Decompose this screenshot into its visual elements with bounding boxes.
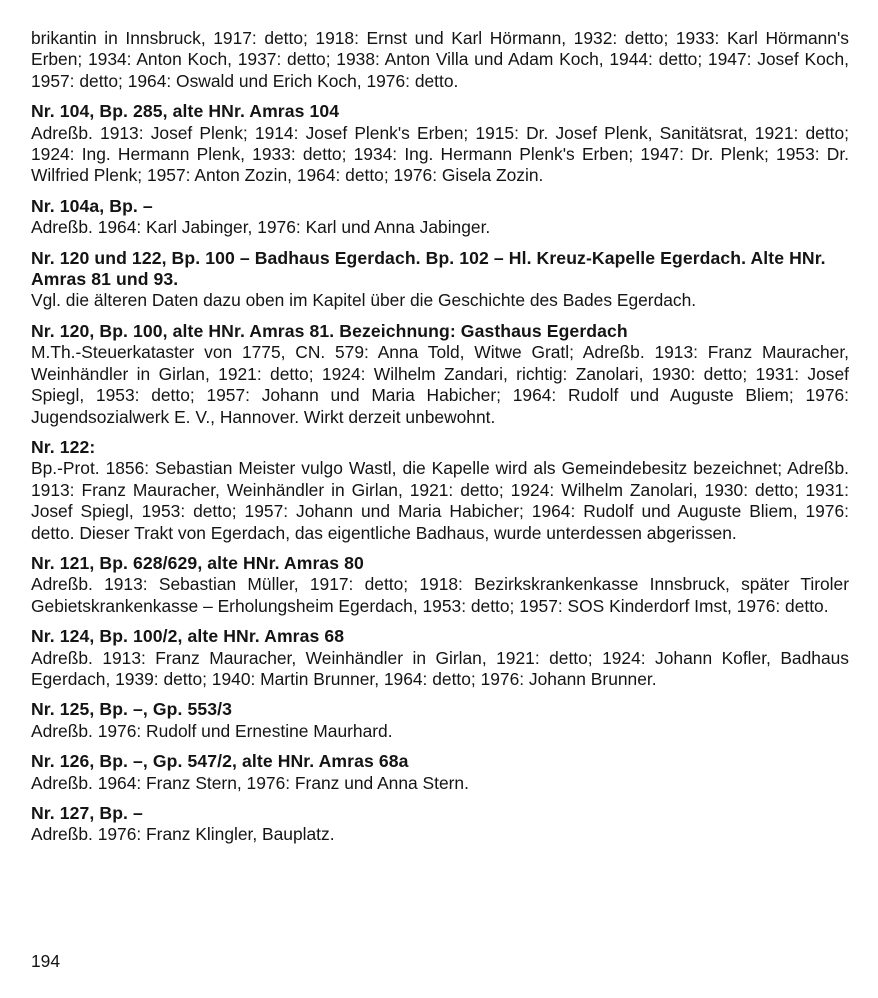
entry-body: Adreßb. 1913: Sebastian Müller, 1917: detto; 1918: Bezirkskrankenkasse Innsbruck, später Tiroler Gebietskrankenkasse – Erholungsheim Egerdach, 1953: detto; 1957: SOS Kinderdorf Imst, 1976: detto. [31,574,849,616]
entry-heading: Nr. 125, Bp. –, Gp. 553/3 [31,699,233,720]
intro-paragraph: brikantin in Innsbruck, 1917: detto; 1918: Ernst und Karl Hörmann, 1932: detto; 1933: Karl Hörmann's Erben; 1934: Anton Koch, 1937: detto; 1938: Anton Villa und Adam Koch, 1944: detto; 1947: Josef Koch, 1957: detto; 1964: Oswald und Erich Koch, 1976: detto. [31,28,849,91]
entry-nr-124 [31,626,849,690]
entry-body: Adreßb. 1964: Franz Stern, 1976: Franz und Anna Stern. [31,772,469,793]
entry-heading: Nr. 122: [31,436,96,457]
entry-body: M.Th.-Steuerkataster von 1775, CN. 579: Anna Told, Witwe Gratl; Adreßb. 1913: Franz Mauracher, Weinhändler in Girlan, 1921: detto; 1924: Wilhelm Zandari, richtig: Zanolari, 1930: detto; 1931: Josef Spiegl, 1953: detto; 1957: Johann und Maria Habicher; 1964: Rudolf und Auguste Bliem; 1976: Jugendsozialwerk E. V., Hannover. Wirkt derzeit unbewohnt. [31,342,849,427]
entry-body: Bp.-Prot. 1856: Sebastian Meister vulgo Wastl, die Kapelle wird als Gemeindebesitz bezeichnet; Adreßb. 1913: Franz Mauracher, Weinhändler in Girlan, 1921: detto; 1924: Wilhelm Zanolari, 1930: detto; 1931: Josef Spiegl, 1953: detto; 1957: Johann und Maria Habicher; 1964: Rudolf und Auguste Bliem, 1976: detto. Dieser Trakt von Egerdach, das eigentliche Badhaus, wurde unterdessen abgerissen. [31,458,849,543]
entry-nr-127 [31,803,849,846]
entry-nr-126 [31,751,849,794]
entry-heading: Nr. 120, Bp. 100, alte HNr. Amras 81. Bezeichnung: Gasthaus Egerdach [31,320,628,341]
entry-body: Vgl. die älteren Daten dazu oben im Kapitel über die Geschichte des Bades Egerdach. [31,290,697,311]
entry-heading: Nr. 126, Bp. –, Gp. 547/2, alte HNr. Amras 68a [31,751,409,772]
entry-nr-104a [31,196,849,239]
page-content [31,28,849,846]
entry-nr-104 [31,101,849,187]
entry-body: Adreßb. 1964: Karl Jabinger, 1976: Karl und Anna Jabinger. [31,217,491,238]
entry-heading: Nr. 104, Bp. 285, alte HNr. Amras 104 [31,101,340,122]
entry-nr-120 [31,321,849,428]
entry-heading: Nr. 121, Bp. 628/629, alte HNr. Amras 80 [31,552,364,573]
entry-nr-120-122 [31,248,849,312]
entry-nr-122 [31,437,849,544]
page-number: 194 [31,951,61,971]
entry-body: Adreßb. 1913: Josef Plenk; 1914: Josef Plenk's Erben; 1915: Dr. Josef Plenk, Sanitätsrat, 1921: detto; 1924: Ing. Hermann Plenk, 1933: detto; 1934: Ing. Hermann Plenk's Erben; 1947: Dr. Plenk; 1953: Dr. Wilfried Plenk; 1957: Anton Zozin, 1964: detto; 1976: Gisela Zozin. [31,122,849,186]
entry-heading: Nr. 104a, Bp. – [31,195,153,216]
entry-heading: Nr. 127, Bp. – [31,803,143,823]
entry-body: Adreßb. 1976: Franz Klingler, Bauplatz. [31,824,335,845]
entry-nr-125 [31,699,849,742]
entry-body: Adreßb. 1976: Rudolf und Ernestine Maurhard. [31,720,393,741]
entry-heading: Nr. 120 und 122, Bp. 100 – Badhaus Egerdach. Bp. 102 – Hl. Kreuz-Kapelle Egerdach. Alte HNr. Amras 81 und 93. [31,247,826,290]
entry-body: Adreßb. 1913: Franz Mauracher, Weinhändler in Girlan, 1921: detto; 1924: Johann Kofler, Badhaus Egerdach, 1939: detto; 1940: Martin Brunner, 1964: detto; 1976: Johann Brunner. [31,647,849,689]
entry-heading: Nr. 124, Bp. 100/2, alte HNr. Amras 68 [31,626,345,647]
entry-nr-121 [31,553,849,617]
